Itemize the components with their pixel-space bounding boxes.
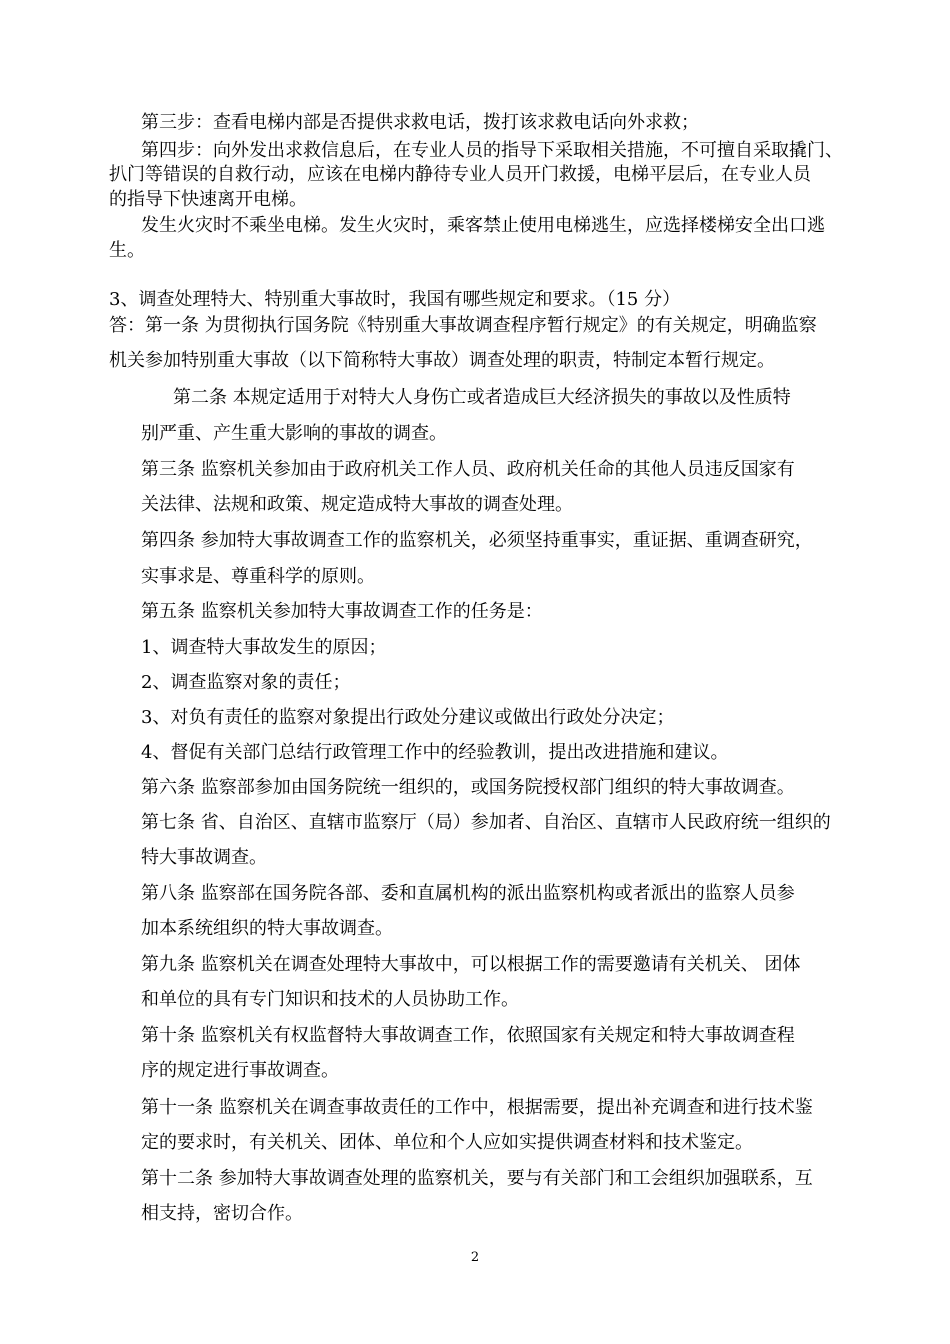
step3-line: 第三步：查看电梯内部是否提供求救电话，拨打该求救电话向外求救；	[141, 112, 699, 133]
article-2-line-1: 第二条 本规定适用于对特大人身伤亡或者造成巨大经济损失的事故以及性质特	[173, 387, 791, 408]
article-3-line-1: 第三条 监察机关参加由于政府机关工作人员、政府机关任命的其他人员违反国家有	[141, 459, 795, 480]
article-8-line-2: 加本系统组织的特大事故调查。	[141, 918, 393, 939]
article-5: 第五条 监察机关参加特大事故调查工作的任务是：	[141, 601, 543, 622]
task-1: 1、调查特大事故发生的原因；	[141, 637, 387, 658]
task-4: 4、督促有关部门总结行政管理工作中的经验教训，提出改进措施和建议。	[141, 742, 729, 763]
article-12-line-2: 相支持，密切合作。	[141, 1203, 303, 1224]
fire-line-2: 生。	[109, 240, 145, 261]
article-2-line-2: 别严重、产生重大影响的事故的调查。	[141, 423, 447, 444]
article-4-line-2: 实事求是、尊重科学的原则。	[141, 566, 375, 587]
article-1-line-2: 机关参加特别重大事故（以下简称特大事故）调查处理的职责，特制定本暂行规定。	[109, 350, 775, 371]
step4-line-1: 第四步：向外发出求救信息后，在专业人员的指导下采取相关措施，不可擅自采取撬门、	[141, 140, 843, 161]
article-7-line-1: 第七条 省、自治区、直辖市监察厅（局）参加者、自治区、直辖市人民政府统一组织的	[141, 812, 831, 833]
article-10-line-2: 序的规定进行事故调查。	[141, 1060, 339, 1081]
article-9-line-1: 第九条 监察机关在调查处理特大事故中，可以根据工作的需要邀请有关机关、 团体	[141, 954, 801, 975]
article-8-line-1: 第八条 监察部在国务院各部、委和直属机构的派出监察机构或者派出的监察人员参	[141, 883, 795, 904]
step4-line-3: 的指导下快速离开电梯。	[109, 189, 307, 210]
article-3-line-2: 关法律、法规和政策、规定造成特大事故的调查处理。	[141, 494, 573, 515]
article-1-line-1: 答：第一条 为贯彻执行国务院《特别重大事故调查程序暂行规定》的有关规定，明确监察	[109, 315, 817, 336]
article-10-line-1: 第十条 监察机关有权监督特大事故调查工作，依照国家有关规定和特大事故调查程	[141, 1025, 795, 1046]
article-11-line-2: 定的要求时，有关机关、团体、单位和个人应如实提供调查材料和技术鉴定。	[141, 1132, 753, 1153]
task-2: 2、调查监察对象的责任；	[141, 672, 351, 693]
article-9-line-2: 和单位的具有专门知识和技术的人员协助工作。	[141, 989, 519, 1010]
task-3: 3、对负有责任的监察对象提出行政处分建议或做出行政处分决定；	[141, 707, 675, 728]
article-7-line-2: 特大事故调查。	[141, 847, 267, 868]
article-4-line-1: 第四条 参加特大事故调查工作的监察机关，必须坚持重事实，重证据、重调查研究，	[141, 530, 813, 551]
article-12-line-1: 第十二条 参加特大事故调查处理的监察机关，要与有关部门和工会组织加强联系，互	[141, 1168, 813, 1189]
step4-line-2: 扒门等错误的自救行动，应该在电梯内静待专业人员开门救援，电梯平层后，在专业人员	[109, 164, 811, 185]
fire-line-1: 发生火灾时不乘坐电梯。发生火灾时，乘客禁止使用电梯逃生，应选择楼梯安全出口逃	[141, 215, 825, 236]
article-6: 第六条 监察部参加由国务院统一组织的，或国务院授权部门组织的特大事故调查。	[141, 777, 795, 798]
question-title: 3、调查处理特大、特别重大事故时，我国有哪些规定和要求。（15 分）	[109, 289, 681, 310]
article-11-line-1: 第十一条 监察机关在调查事故责任的工作中，根据需要，提出补充调查和进行技术鉴	[141, 1097, 813, 1118]
page-number: 2	[470, 1250, 480, 1265]
